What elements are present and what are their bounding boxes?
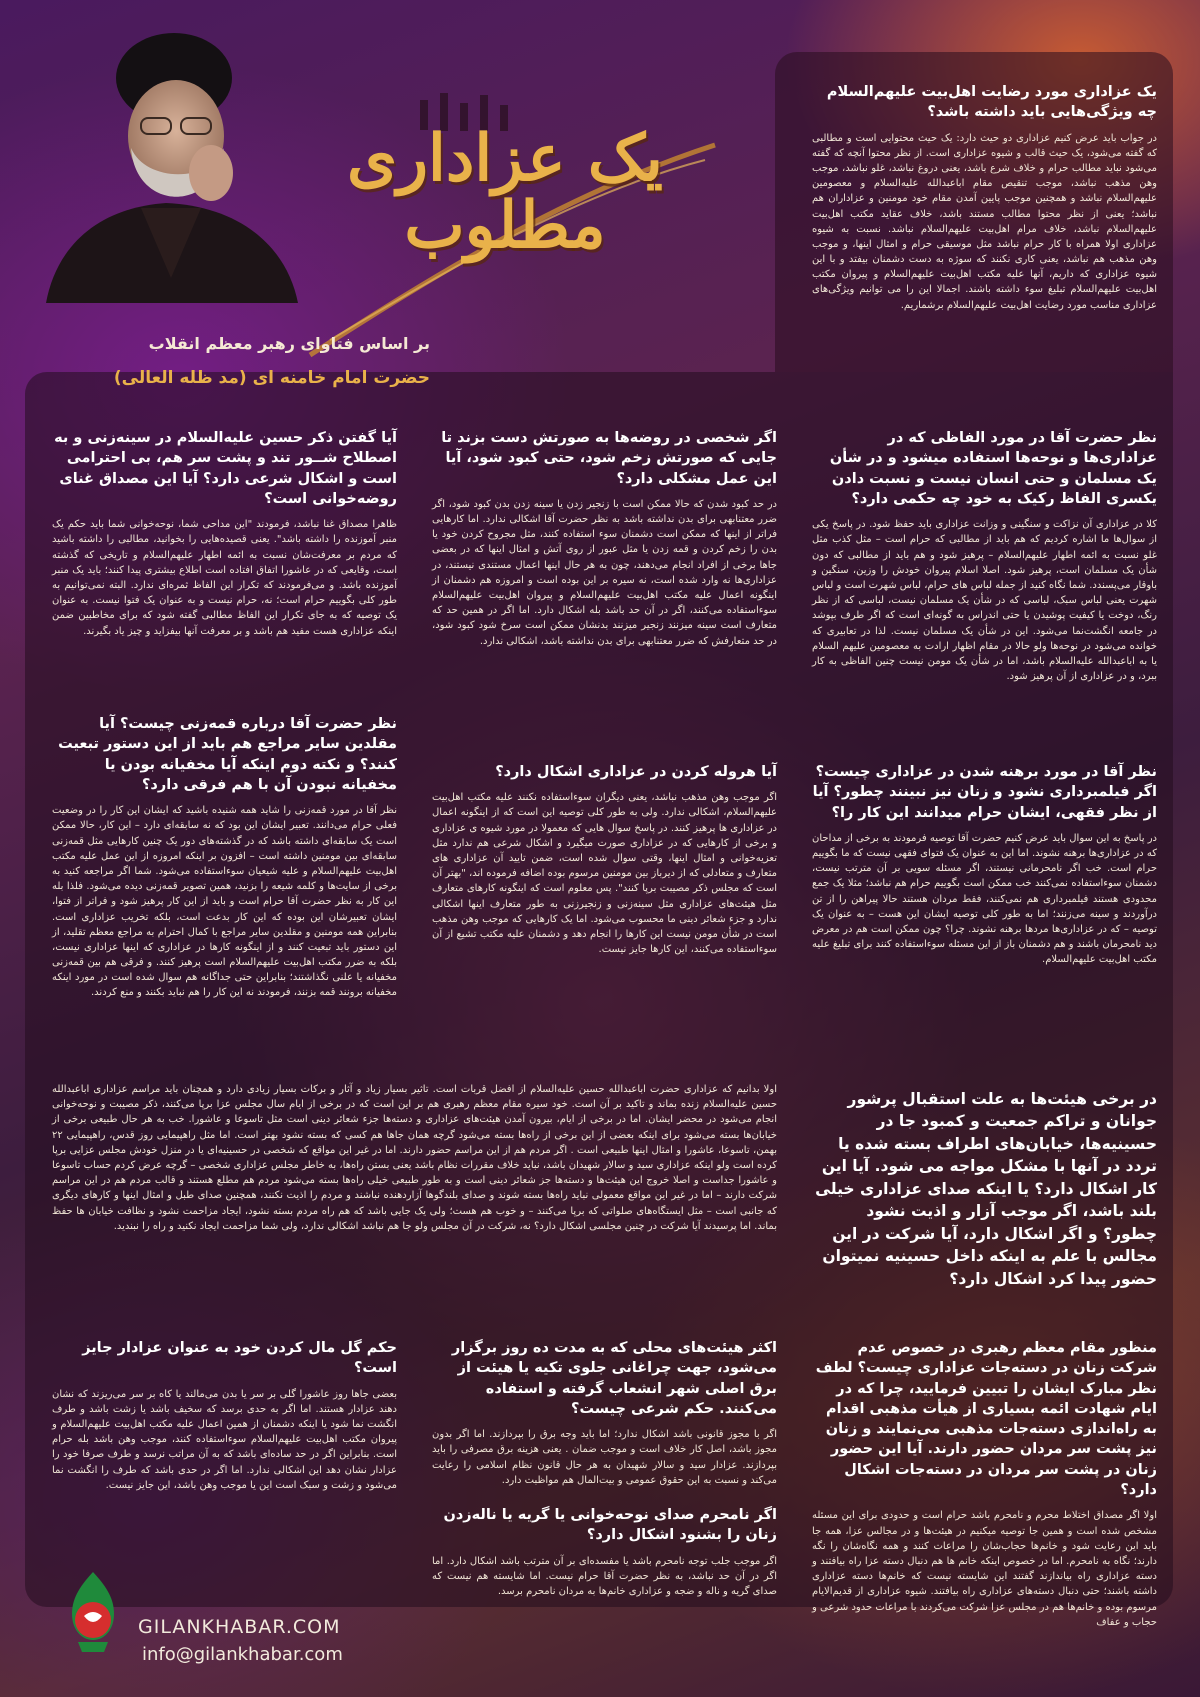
answer-text: نظر آقا در مورد قمه‌زنی را شاید همه شنیده باشید که ایشان این کار را در وضعیت فعلی حرام می‌دانند. تعبیر ایشان این بود که نه سابقه‌ای دارد – این کار، حالا ممکن است یک سابقه‌ای داشته باشد که در گذشته‌های دور یک چنین کارهایی مثل قمه‌زنی سابقه‌ای بین مومنین داشته است – افزون بر اینکه امروزه از این عمل علیه مکتب اهل‌بیت علیهم‌السلام و علیه شیعیان سوءاستفاده می‌شود. شما اگر مراجعه کنید به برخی از سایت‌ها و کلمه شیعه را بزنید، همین تصویر قمه‌زنی دیده می‌شود. فلذا بله این کار به نظر حضرت آقا حرام است و باید از این کار پرهیز شود و فراتر از فتوا، ایشان تعبیرشان این بوده که این کار بدعت است، بلکه تخریب عزاداری است. بنابراین همه مومنین و مقلدین سایر مراجع با کمال احترام به مراجع معظم تقلید، از این دستور باید تبعیت کنند و از اینگونه کارها در عزاداری که اینها عزاداری نیست، بلکه به ضرر مکتب اهل‌بیت علیهم‌السلام است پرهیز کنند. و فرقی هم بین قمه‌زنی مخفیانه یا علنی نگذاشتند؛ بنابراین حتی جداگانه هم سوال شده است در مورد اینکه مخفیانه برونند قمه بزنند، فرمودند نه این کار را هم نباید بکنند و منع کردند. [52,805,397,999]
question-heading: در برخی هیئت‌ها به علت استقبال پرشور جوانان و تراکم جمعیت و کمبود جا در حسینیه‌ها، خیابان‌های اطراف بسته شده یا تردد در آنها با مشکل مواجه می شود. آیا این کار اشکال دارد؟ یا اینکه صدای عزاداری خیلی بلند باشد، اگر موجب آزار و اذیت نشود چطور؟ و اگر اشکال دارد، آیا شرکت در این مجالس با علم به اینکه داخل حسینیه نمیتوان حضور پیدا کرد اشکال دارد؟ [815,1090,1157,1288]
answer-text: اگر با مجوز قانونی باشد اشکال ندارد؛ اما باید وجه برق را بپردازند. اما اگر بدون مجوز باشد، اصل کار خلاف است و موجب ضمان . یعنی هزینه برق مصرفی را باید بپردازند. عزادار سید و سالار شهیدان به هر حال قانون نظام اسلامی را رعایت می‌کند و نسبت به این حقوق عمومی و بیت‌المال هم مواظبت دارد. [432,1429,777,1486]
qa-section-1 [812,82,1157,313]
qa-section-3 [432,428,777,649]
qa-section-11 [432,1505,777,1599]
question-heading: حکم گل مال کردن خود به عنوان عزادار جایز است؟ [82,1340,397,1377]
qa-section-4 [52,428,397,639]
answer-text: اولا بدانیم که عزاداری حضرت اباعبدالله حسین علیه‌السلام از افضل قربات است. تاثیر بسیار زیاد و آثار و برکات بسیار زیادی دارد و همچنان باید مراسم عزاداری اباعبدالله حسین علیه‌السلام زنده بماند و تاکید بر آن است. خود سیره مقام معظم رهبری هم بر این است که در برخی از ایام سال مجلس عزا برپا می‌کنند، ذکر مصیبت و نوحه‌خوانی انجام می‌شود در محضر ایشان. اما در برخی از ایام، بیرون آمدن هیئت‌های عزاداری و دسته‌ها جزء شعائر دینی است مثل تاسوعا و عاشورا. خب به هر حال طبیعی برخی از خیابان‌ها بسته می‌شود برای اینکه بعضی از این برخی از راه‌ها بسته می‌شود گرچه همان جاها هم کسی که بسته نشود بهتر است. اما مثل راهپیمایی روز قدس، راهپیمایی ۲۲ بهمن، تاسوعا، عاشورا و امثال اینها طبیعی است . اگر مردم هم از این مراسم حضور دارند. اما در غیر این مواقع که شخصی در حسینیه‌ای یا در منزل خودش مجلس عزایی برپا کرده است ولو اینکه عزاداری سید و سالار شهیدان باشد، نباید خلاف مقررات نظام باشد یعنی بستن راه‌ها، به خاطر مجلس عزاداری شخصی – گرچه عرض کردم حساب تاسوعا و عاشورا جداست و اصلا خروج این هیئت‌ها و دسته‌ها جز شعائر دینی است و به طور طبیعی خیلی راه‌ها بسته می‌شود مردم هم مطلع هستند و قالب مردم هم در این مراسم شرکت دارند – اما در غیر این مواقع معمولی نباید راه‌ها بسته شوند و صدای بلندگوها آزاردهنده نباشند و مردم را اذیت نکنند، همچنین صدای طبل و امثال اینها و کارهای دیگری که جانبی است – مثل ایستگاه‌های صلواتی که برپا می‌کنند – و خوب هم هست؛ ولی یک جایی باشد که هم راه مردم بسته نشود، ایجاد مزاحمت نشود و نظافت خیابان ها حفظ بماند. اما پرسیدند آیا شرکت در چنین مجلسی اشکال دارد؟ نه، شرکت در آن مجلس ولو جا هم نباشد اشکالی ندارد، ولی شما مزاحمت ایجاد نکنید و راه را نبندید. [52,1084,777,1232]
qa-section-9 [52,1338,397,1493]
qa-section-5 [812,762,1157,968]
question-heading: نظر حضرت آقا درباره قمه‌زنی چیست؟ آیا مقلدین سایر مراجع هم باید از این دستور تبعیت کنند؟ و نکته دوم اینکه آیا مخفیانه بودن یا مخفیانه نبودن آن با هم فرقی دارد؟ [58,716,397,793]
qa-section-7 [52,714,397,1001]
question-heading: آیا هروله کردن در عزاداری اشکال دارد؟ [495,764,777,780]
qa-section-6 [432,762,777,957]
qa-section-12 [812,1338,1157,1630]
page-subtitle-name: حضرت امام خامنه ای (مد ظله العالی) [113,368,430,388]
question-heading: یک عزاداری مورد رضایت اهل‌بیت علیهم‌السلام چه ویژگی‌هایی باید داشته باشد؟ [826,84,1157,121]
page-title: یک عزاداری مطلوب [347,121,663,264]
question-heading: اگر شخصی در روضه‌ها به صورتش دست بزند تا جایی که صورتش زخم شود، حتی کبود شود، آیا این عمل مشکلی دارد؟ [441,430,777,487]
answer-text: کلا در عزاداری آن نزاکت و سنگینی و وزانت عزاداری باید حفظ شود. در پاسخ یکی از سوال‌ها ما اشاره کردیم که هم باید از مطالبی که حرام است – مثل کذب مثل غلو نسبت به ائمه اطهار علیهم‌السلام – پرهیز شود و هم باید از مطالبی که دون شأن یک مسلمان است، پرهیز شود. اصلا اسلام پیروان خودش را وزین، سنگین و باوقار می‌پسندد. شما نگاه کنید از جمله لباس های حرام، لباس شهرت است و لباس شهرت یعنی لباس سبک، لباسی که در شأن یک مسلمان نیست، لباسی که از نظر رنگ، دوخت یا کیفیت پوشیدن یا حتی اندراس به گونه‌ای است که اگر طرف بپوشد در جامعه انگشت‌نما می‌شود. این در شأن یک مسلمان نیست. لذا در تعابیری که خوانده می‌شود در نوحه‌ها ولو حالا در مقام اظهار ارادت به معصومین علیهم السلام یا به اباعبدالله علیه‌السلام باشد، اما در شأن یک مومن نیست چنین الفاظی به کار ببرد، و در عزاداری از آن پرهیز شود. [812,519,1157,683]
answer-text: اولا اگر مصداق اختلاط محرم و نامحرم باشد حرام است و حدودی برای این مسئله مشخص شده است و همین جا توصیه میکنیم در هیئت‌ها و در مجالس عزا، همه جا باید این رعایت شود و خانم‌ها حجاب‌شان را مراعات کنند و همه نگاه‌شان را نگه دارند؛ نگاه به نامحرم. اما در خصوص اینکه خانم ها هم دنبال دسته عزا راه بیافتند و دسته عزاداری راه بیاندازند گفتند این شایسته نیست که خانم‌ها دسته عزاداری داشته باشند؛ حتی دنبال دسته‌های عزاداری راه بیافتند. شیوه عزاداری از قدیم‌الایام مرسوم بوده و خانم‌ها هم در مجلس عزا شرکت می‌کردند با مراعات حدود شرعی و حجاب و عفاف [812,1510,1157,1628]
answer-text: در پاسخ به این سوال باید عرض کنیم حضرت آقا توصیه فرمودند به برخی از مداحان که در عزاداری‌ها برهنه نشوند. اما این به عنوان یک فتوای فقهی نیست که ما بگوییم حرام است. خب اگر نامحرمانی نیستند، اگر مسئله سویی بر آن مترتب نیست، دشمنان سوءاستفاده نمی‌کنند خب ممکن است بگوییم حرام هم نباشد؛ مثلا یک جمع محدودی هستند فیلمبرداری هم نمی‌کنند، فقط مردان هستند حالا پیراهن را از تن درآوردند و سینه می‌زنند؛ اما به طور کلی توصیه ایشان این هست – به عنوان یک توصیه – که در عزاداری‌ها مردها برهنه نشوند. چرا؟ چون ممکن است هم در معرض دید نامحرمان باشند و هم دشمنان باز از این مسئله سوءاستفاده کنند برای تبلیغ علیه مکتب اهل‌بیت علیهم‌السلام. [812,832,1157,966]
answer-text: در جواب باید عرض کنیم عزاداری دو حیث دارد: یک حیث محتوایی است و مطالبی که گفته می‌شود، یک حیث قالب و شیوه عزاداری است. از نظر محتوا آنچه که گفته می‌شود نباید مطالب حرام و خلاف شرع باشد، یعنی دروغ نباشد، غلو نباشد، موجب وهن مذهب نباشد، موجب تنقیص مقام اباعبدالله علیه‌السلام و معصومین علیهم‌السلام نباشد و همچنین موجب پایین آمدن مقام خود مومنین و عزاداران هم نباشد؛ یعنی از نظر محتوا مطالب مستند باشد، خلاف عقاید مکتب اهل‌بیت علیهم‌السلام نباشد، خلاف مرام اهل‌بیت علیهم‌السلام نباشد. نسبت به شیوه عزاداری اولا همراه با کار حرام نباشد مثل موسیقی حرام و امثال اینها، و موجب وهن مذهب هم نباشد، یعنی کاری نکنند که سوژه به دست دشمنان بیفتد و با این شیوه عزاداری که داریم، آنها علیه مکتب اهل‌بیت علیهم‌السلام و پیروان مکتب اهل‌بیت علیهم‌السلام تبلیغ سوء داشته باشند. اجمالا این را می توانیم ویژگی‌های عزاداری مناسب مورد رضایت اهل‌بیت علیهم‌السلام برشماریم. [812,132,1157,311]
answer-text: ظاهرا مصداق غنا نباشد، فرمودند "این مداحی شما، نوحه‌خوانی شما باید حکم یک منبر آموزنده را داشته باشد". یعنی قصیده‌هایی را بخوانید، مطالبی را داشته باشید که مردم بر معرفت‌شان نسبت به ائمه اطهار علیهم‌السلام و تاریخی که گذشته است، وقایعی که در عاشورا اتفاق افتاده است اطلاع بیشتری پیدا کنند؛ باید یک منبر آموزنده باشد. و می‌فرمودند که تکرار این الفاظ ثمره‌ای ندارد. البته نمی‌توانیم به طور کلی بگوییم حرام است؛ نه، حرام نیست و به عنوان یک فتوا نیست. به عنوان یک توصیه که به جای تکرار این الفاظ مطالبی گفته شود که برای مخاطبین ضمن اینکه عزاداری هست مفید هم باشد و بر معرفت آنها بیفزاید و چیز یاد بگیرند. [52,519,397,637]
answer-text: اگر موجب وهن مذهب نباشد، یعنی دیگران سوءاستفاده نکنند علیه مکتب اهل‌بیت علیهم‌السلام، اشکالی ندارد. ولی به طور کلی توصیه این است که از اینگونه اعمال در عزاداری ها پرهیز کنند. در پاسخ سوال هایی که معمولا در مورد شیوه ی عزاداری و برخی از کارهایی که در عزاداری صورت میگیرد و اشکال شرعی هم ندارد مثل تعزیه‌خوانی و امثال اینها، وقتی سوال شده است، ضمن تایید آن عزاداری های متعارف و متعادلی که از دیرباز بین مومنین مرسوم بوده اضافه فرموده اند، "بهتر آن است که مجلس ذکر مصیبت برپا کنند". پس معلوم است که اینگونه کارهای متعارف مثل هیئت‌های عزاداری مثل سینه‌زنی و زنجیرزنی به طور متعارف اینها اشکالی ندارد و جزء شعائر دینی ما محسوب می‌شود. اما یک کارهایی که موجب وهن مذهب است در شأن مومن نیست این کارها را انجام دهد و دشمنان علیه مکتب تشیع از آن سوءاستفاده می‌کنند، این کارها جایز نیست. [432,792,777,956]
question-heading: نظر حضرت آقا در مورد الفاظی که در عزاداری‌ها و نوحه‌ها استفاده میشود و در شأن یک مسلمان و حتی انسان نیست و نسبت دادن یکسری الفاظ رکیک به خود چه حکمی دارد؟ [829,430,1157,507]
page-subtitle: بر اساس فتاوای رهبر معظم انقلاب [148,334,430,353]
qa-section-8-answer [52,1082,777,1234]
question-heading: منظور مقام معظم رهبری در خصوص عدم شرکت زنان در دسته‌جات عزاداری چیست؟ لطف نظر مبارک ایشان را تبیین فرمایید، چرا که در ایام شهادت ائمه بسیاری از هیأت مذهبی اقدام به راه‌اندازی دسته‌جات مذهبی می‌نمایند و زنان نیز پشت سر مردان حضور دارند. آیا این حضور زنان در پشت سر مردان در دسته‌جات اشکال دارد؟ [815,1340,1157,1499]
portrait-image [36,18,306,303]
answer-text: در حد کبود شدن که حالا ممکن است با زنجیر زدن یا سینه زدن بدن کبود شود، اگر ضرر معتنابهی برای بدن نداشته باشد به نظر حضرت آقا اشکالی ندارد. اما کارهایی فراتر از اینها که ممکن است دشمنان سوء استفاده کنند، مثل مجروح کردن خود یا بدن را زخم کردن و قمه زدن یا مثل عبور از روی آتش و امثال اینها که در بعضی جاها برخی از افراد انجام می‌دهند، چون به هر حال اینها اعمال مستندی نیستند، در عزاداری‌ها نه وارد شده است، نه سیره بر این بوده است و امروزه هم دشمنان از اینگونه اعمال علیه مکتب اهل‌بیت علیهم‌السلام و پیروان اهل‌بیت علیهم‌السلام سوءاستفاده می‌کنند، اگر در آن حد باشد بله اشکال دارد. اما اگر در همین حد که متعارف است سینه میزنند زنجیر میزنند بدنشان ممکن است سرخ شود کبود شود، در حد متعارفش که ضرر معتنابهی برای بدن نداشته باشد، اشکالی ندارد. [432,498,777,647]
footer-site-link[interactable]: GILANKHABAR.COM [138,1616,341,1638]
site-logo-icon [58,1568,128,1654]
question-heading: اکثر هیئت‌های محلی که به مدت ده روز برگزار می‌شود، جهت چراغانی جلوی تکیه یا هیئت از برق اصلی شهر انشعاب گرفته و استفاده می‌کنند. حکم شرعی چیست؟ [451,1340,777,1417]
question-heading: آیا گفتن ذکر حسین علیه‌السلام در سینه‌زنی و به اصطلاح شــور تند و پشت سر هم، بی احترامی است و اشکال شرعی دارد؟ آیا این مصداق غنای روضه‌خوانی است؟ [54,430,397,507]
qa-section-2 [812,428,1157,684]
answer-text: بعضی جاها روز عاشورا گلی بر سر یا بدن می‌مالند یا کاه بر سر می‌ریزند که نشان دهند عزادار هستند. اما اگر به حدی برسد که سخیف باشد یا زشت باشد و طرف انگشت نما شود یا اینکه دشمنان از همین اعمال علیه مکتب اهل‌بیت علیهم‌السلام و پیروان مکتب اهل‌بیت علیهم‌السلام سوءاستفاده کنند، موجب وهن باشد بله حرام است. بنابراین اگر در حد ساده‌ای باشد که به آن مراتب نرسد و طرف صرفا خود را عزادار نشان دهد این اشکالی ندارد. اما اگر در حدی باشد که طرف را انگشت نما می‌شود و زشت و سبک است این یا موجب وهن باشد، این جایز نیست. [52,1388,397,1491]
footer-email-link[interactable]: info@gilankhabar.com [142,1644,343,1665]
qa-section-8-question [812,1088,1157,1298]
question-heading: اگر نامحرم صدای نوحه‌خوانی یا گریه یا ناله‌زدن زنان را بشنود اشکال دارد؟ [443,1507,777,1544]
answer-text: اگر موجب جلب توجه نامحرم باشد یا مفسده‌ای بر آن مترتب باشد اشکال دارد. اما اگر در آن حد نباشد، به نظر حضرت آقا حرام نیست. اما شایسته هم نیست که صدای گریه و ناله و ضجه و عزاداری خانم‌ها به مردان نامحرم برسد. [432,1555,777,1597]
question-heading: نظر آقا در مورد برهنه شدن در عزاداری چیست؟ اگر فیلمبرداری نشود و زنان نیز نبینند چطور؟ آیا از نظر فقهی، ایشان حرام میدانند این کار را؟ [812,764,1157,821]
qa-section-10 [432,1338,777,1488]
